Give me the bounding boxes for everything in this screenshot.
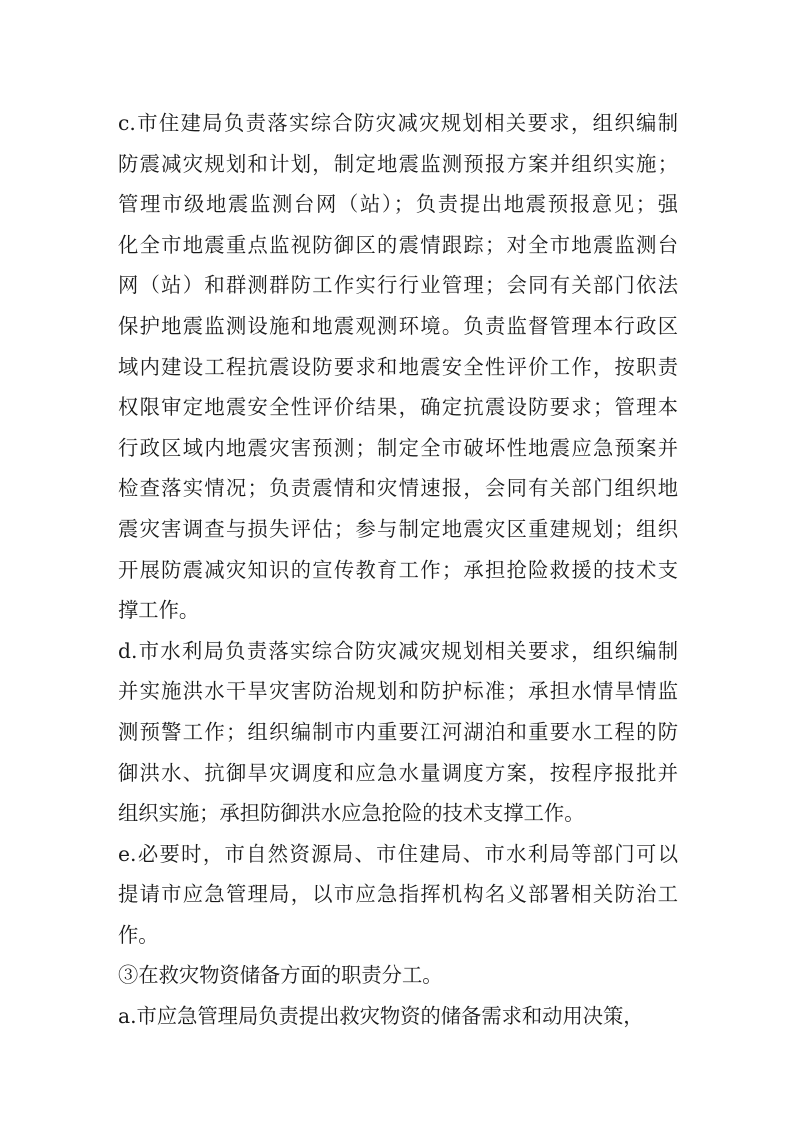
text-line: 行政区域内地震灾害预测；制定全市破坏性地震应急预案并 bbox=[118, 435, 678, 460]
text-line: 震灾害调查与损失评估；参与制定地震灾区重建规划；组织 bbox=[118, 516, 678, 541]
section-heading: ③在救灾物资储备方面的职责分工。 bbox=[118, 963, 443, 988]
text-line: c.市住建局负责落实综合防灾减灾规划相关要求，组织编制 bbox=[118, 111, 678, 135]
paragraph-e-when-necessary bbox=[118, 834, 678, 956]
text-line: 御洪水、抗御旱灾调度和应急水量调度方案，按程序报批并 bbox=[118, 760, 678, 785]
text-line: 组织实施；承担防御洪水应急抢险的技术支撑工作。 bbox=[118, 801, 585, 826]
document-body bbox=[118, 103, 678, 1037]
text-line: 开展防震减灾知识的宣传教育工作；承担抢险救援的技术支 bbox=[118, 557, 678, 582]
paragraph-c-housing-bureau bbox=[118, 103, 678, 631]
text-line: 检查落实情况；负责震情和灾情速报，会同有关部门组织地 bbox=[118, 476, 678, 501]
text-line: 管理市级地震监测台网（站）；负责提出地震预报意见；强 bbox=[118, 192, 678, 217]
text-line: 域内建设工程抗震设防要求和地震安全性评价工作，按职责 bbox=[118, 354, 678, 379]
text-line: 并实施洪水干旱灾害防治规划和防护标准；承担水情旱情监 bbox=[118, 679, 678, 704]
text-line: 防震减灾规划和计划，制定地震监测预报方案并组织实施； bbox=[118, 151, 678, 176]
text-line: 作。 bbox=[118, 922, 159, 947]
text-line: 保护地震监测设施和地震观测环境。负责监督管理本行政区 bbox=[118, 313, 678, 338]
text-line: 网（站）和群测群防工作实行行业管理；会同有关部门依法 bbox=[118, 273, 678, 298]
text-line: 提请市应急管理局，以市应急指挥机构名义部署相关防治工 bbox=[118, 882, 678, 907]
section-heading-relief-supplies bbox=[118, 955, 678, 996]
text-line: 撑工作。 bbox=[118, 598, 200, 623]
text-line: d.市水利局负责落实综合防灾减灾规划相关要求，组织编制 bbox=[118, 638, 678, 663]
text-line: 权限审定地震安全性评价结果，确定抗震设防要求；管理本 bbox=[118, 395, 678, 420]
text-line: 测预警工作；组织编制市内重要江河湖泊和重要水工程的防 bbox=[118, 719, 678, 744]
text-line: 化全市地震重点监视防御区的震情跟踪；对全市地震监测台 bbox=[118, 232, 678, 257]
paragraph-a-emergency-bureau bbox=[118, 996, 678, 1037]
text-line: e.必要时，市自然资源局、市住建局、市水利局等部门可以 bbox=[118, 841, 678, 866]
text-line: a.市应急管理局负责提出救灾物资的储备需求和动用决策， bbox=[118, 1004, 644, 1029]
paragraph-d-water-bureau bbox=[118, 631, 678, 834]
